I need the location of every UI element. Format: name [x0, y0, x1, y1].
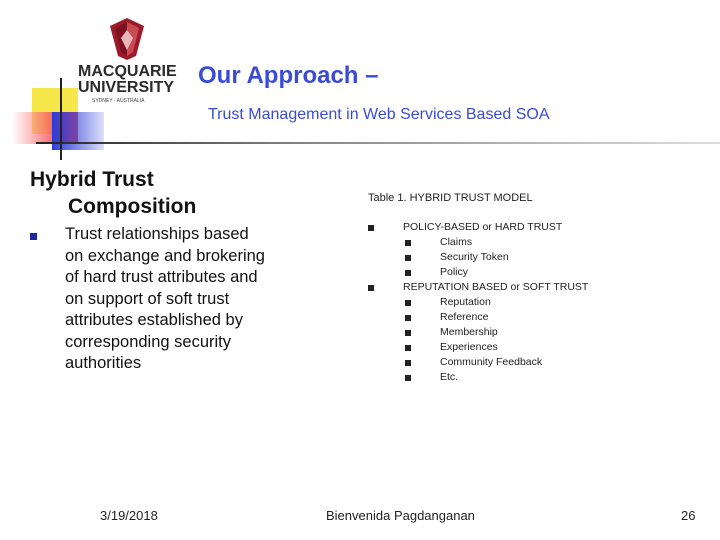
table-group-label: POLICY-BASED or HARD TRUST: [403, 221, 563, 233]
table-item: Etc.: [440, 371, 459, 383]
table-item-bullet-icon: [405, 255, 411, 261]
section-heading-line1: Hybrid Trust: [30, 168, 154, 191]
logo-wordmark-line1: MACQUARIE: [78, 63, 177, 80]
table-item-bullet-icon: [405, 375, 411, 381]
table-item: Security Token: [440, 251, 509, 263]
section-heading-line2: Composition: [68, 195, 197, 218]
table-item: Reputation: [440, 296, 491, 308]
table-item-bullet-icon: [405, 315, 411, 321]
decor-horizontal-line: [36, 142, 720, 144]
slide-title: Our Approach –: [198, 62, 379, 89]
table-group-bullet-icon: [368, 225, 374, 231]
section-heading: [30, 166, 260, 220]
table-item-bullet-icon: [405, 360, 411, 366]
table-item-bullet-icon: [405, 300, 411, 306]
slide-subtitle: Trust Management in Web Services Based SOA: [208, 106, 550, 123]
table-item-bullet-icon: [405, 240, 411, 246]
table-group-label: REPUTATION BASED or SOFT TRUST: [403, 281, 589, 293]
footer-page-number: 26: [681, 508, 696, 523]
table-item: Reference: [440, 311, 489, 323]
bullet-text: Trust relationships based on exchange and brokering of hard trust attributes and on support of soft trust attributes established by corresponding security authorities: [65, 225, 265, 372]
table-item-bullet-icon: [405, 345, 411, 351]
table-item: Claims: [440, 236, 473, 248]
footer-date: 3/19/2018: [100, 508, 158, 523]
decor-vertical-line: [60, 78, 62, 160]
university-crest-icon: [106, 16, 148, 62]
table-group-bullet-icon: [368, 285, 374, 291]
table-item: Membership: [440, 326, 498, 338]
logo-wordmark-line2: UNIVERSITY: [78, 79, 175, 96]
table-title: Table 1. HYBRID TRUST MODEL: [368, 192, 533, 204]
bullet-square-icon: [30, 233, 37, 240]
table-item: Policy: [440, 266, 469, 278]
table-item: Experiences: [440, 341, 498, 353]
logo-tagline: SYDNEY · AUSTRALIA: [92, 98, 145, 104]
table-item-bullet-icon: [405, 270, 411, 276]
table-item-bullet-icon: [405, 330, 411, 336]
footer-author: Bienvenida Pagdanganan: [326, 508, 475, 523]
table-item: Community Feedback: [440, 356, 543, 368]
